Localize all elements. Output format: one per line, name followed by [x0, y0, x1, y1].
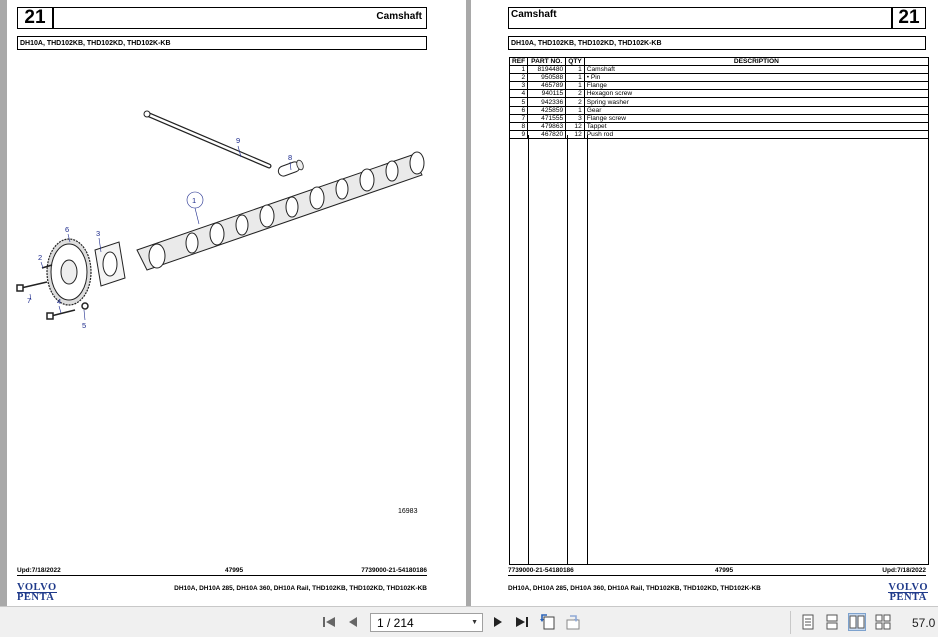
next-page-icon[interactable] — [489, 613, 507, 631]
page-title: Camshaft — [376, 11, 422, 22]
right-page — [471, 0, 938, 606]
flange-part — [95, 242, 125, 286]
viewer-toolbar — [0, 606, 938, 637]
rotate-cw-icon[interactable] — [564, 613, 582, 631]
footer-doc-number: 47995 — [225, 567, 244, 574]
callout-1: 1 — [192, 196, 197, 205]
camshaft-exploded-diagram — [7, 100, 447, 360]
table-empty-area — [509, 135, 929, 565]
callout-3: 3 — [96, 229, 101, 238]
volvo-penta-logo: VOLVO PENTA — [888, 582, 928, 603]
header-part-no: PART NO. — [528, 58, 566, 66]
callout-2: 2 — [38, 253, 43, 262]
rotate-ccw-icon[interactable] — [539, 613, 557, 631]
parts-table — [509, 57, 929, 139]
callout-4: 4 — [57, 297, 62, 306]
callout-8: 8 — [288, 153, 293, 162]
footer-models: DH10A, DH10A 285, DH10A 360, DH10A Rail, THD102KB, THD102KD, THD102K-KB — [508, 585, 761, 592]
header-qty: QTY — [566, 58, 585, 66]
left-page — [7, 0, 466, 606]
table-row: 8 479863 12 Tappet — [510, 122, 929, 130]
push-rod-part — [144, 111, 269, 166]
callout-7: 7 — [27, 296, 32, 305]
volvo-penta-logo: VOLVO PENTA — [17, 582, 57, 603]
two-page-view-icon[interactable] — [848, 613, 866, 631]
table-row: 2 950588 1 • Pin — [510, 74, 929, 82]
two-page-continuous-view-icon[interactable] — [874, 613, 892, 631]
section-number: 21 — [24, 7, 46, 28]
page-title: Camshaft — [511, 9, 557, 20]
section-number: 21 — [898, 7, 920, 28]
models-bar — [17, 36, 427, 50]
table-row: 3 465789 1 Flange — [510, 82, 929, 90]
footer-part-ref: 7739000-21-54180186 — [508, 567, 574, 574]
last-page-icon[interactable] — [513, 613, 531, 631]
header-ref: REF — [510, 58, 528, 66]
single-page-view-icon[interactable] — [799, 613, 817, 631]
callout-6: 6 — [65, 225, 70, 234]
footer-doc-number: 47995 — [715, 567, 734, 574]
table-row: 6 425859 1 Gear — [510, 106, 929, 114]
figure-number: 16983 — [398, 508, 418, 515]
chevron-down-icon[interactable]: ▼ — [471, 619, 478, 626]
footer-date: Upd:7/18/2022 — [882, 567, 926, 574]
page-number-field[interactable] — [370, 613, 483, 632]
table-header-row — [510, 58, 929, 66]
footer-part-ref: 7739000-21-54180186 — [361, 567, 427, 574]
footer-date: Upd:7/18/2022 — [17, 567, 61, 574]
page-indicator: 1 / 214 — [377, 615, 414, 630]
prev-page-icon[interactable] — [344, 613, 362, 631]
table-row: 1 8194480 1 Camshaft — [510, 66, 929, 74]
first-page-icon[interactable] — [320, 613, 338, 631]
models-text: DH10A, THD102KB, THD102KD, THD102K-KB — [20, 39, 171, 47]
section-number-box — [892, 7, 926, 29]
continuous-view-icon[interactable] — [823, 613, 841, 631]
footer-rule — [508, 575, 926, 576]
footer-models: DH10A, DH10A 285, DH10A 360, DH10A Rail, THD102KB, THD102KD, THD102K-KB — [174, 585, 427, 592]
table-row: 5 942336 2 Spring washer — [510, 98, 929, 106]
models-text: DH10A, THD102KB, THD102KD, THD102K-KB — [511, 39, 662, 47]
models-bar — [508, 36, 926, 50]
title-box — [508, 7, 892, 29]
footer-rule — [17, 575, 427, 576]
callout-5: 5 — [82, 321, 87, 330]
gear-part — [47, 239, 91, 305]
table-row: 7 471555 3 Flange screw — [510, 114, 929, 122]
section-number-box — [17, 7, 53, 29]
title-box — [53, 7, 427, 29]
table-row: 9 467820 12 Push rod — [510, 130, 929, 138]
zoom-level[interactable]: 57.0 — [912, 616, 936, 630]
table-row: 4 940115 2 Hexagon screw — [510, 90, 929, 98]
callout-9: 9 — [236, 136, 241, 145]
header-description: DESCRIPTION — [584, 58, 928, 66]
